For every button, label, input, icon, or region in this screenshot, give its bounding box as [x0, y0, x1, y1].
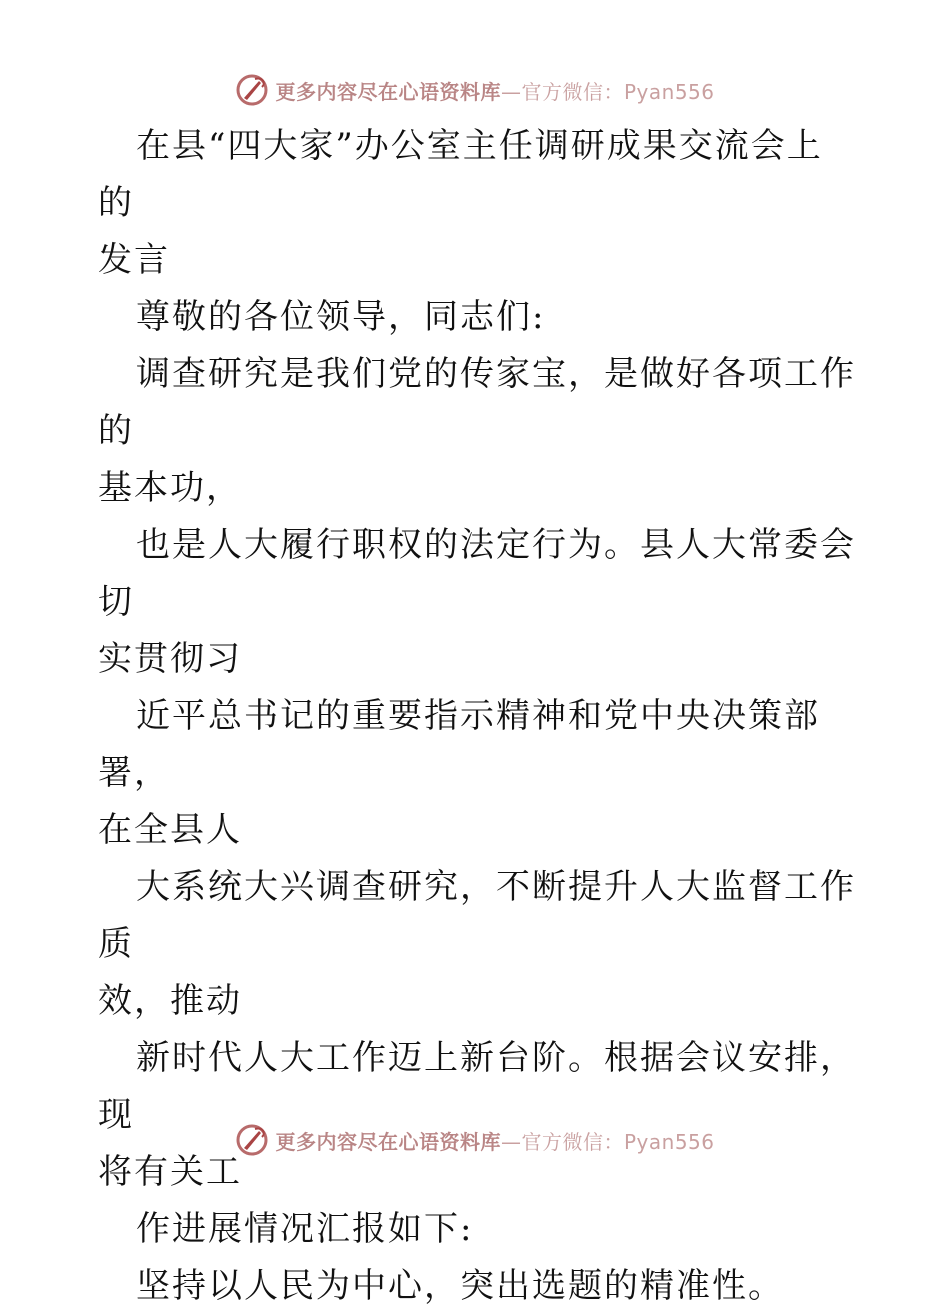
header-banner: [0, 70, 950, 110]
document-line: 效，推动: [98, 981, 242, 1021]
document-line: 作进展情况汇报如下:: [136, 1209, 474, 1249]
quill-pen-logo-icon: [235, 73, 269, 107]
footer-banner: [0, 1120, 950, 1160]
document-line: 大系统大兴调查研究，不断提升人大监督工作质: [98, 867, 856, 964]
banner-wechat-id: Pyan556: [623, 1129, 715, 1154]
document-line: 调查研究是我们党的传家宝，是做好各项工作的: [98, 354, 856, 451]
banner-main-text: 更多内容尽在心语资料库: [275, 79, 501, 104]
document-line: 坚持以人民为中心，突出选题的精准性。: [136, 1266, 784, 1306]
document-line: 近平总书记的重要指示精神和党中央决策部署，: [98, 696, 820, 793]
document-line: 在县“四大家”办公室主任调研成果交流会上的: [98, 126, 823, 223]
document-line: 尊敬的各位领导，同志们:: [136, 297, 546, 337]
banner-text: [275, 76, 714, 105]
document-line: 在全县人: [98, 810, 242, 850]
banner-text: [275, 1126, 714, 1155]
banner-wechat-id: Pyan556: [623, 79, 715, 104]
document-line: 基本功，: [98, 468, 242, 508]
quill-pen-logo-icon: [235, 1123, 269, 1157]
document-line: 也是人大履行职权的法定行为。县人大常委会切: [98, 525, 856, 622]
document-line: 发言: [98, 240, 170, 280]
banner-separator-text: —官方微信：: [500, 1129, 624, 1154]
document-line: 实贯彻习: [98, 639, 242, 679]
banner-separator-text: —官方微信：: [500, 79, 624, 104]
banner-main-text: 更多内容尽在心语资料库: [275, 1129, 501, 1154]
document-line: 新时代人大工作迈上新台阶。根据会议安排，现: [98, 1038, 856, 1135]
document-line: 将有关工: [98, 1152, 242, 1192]
